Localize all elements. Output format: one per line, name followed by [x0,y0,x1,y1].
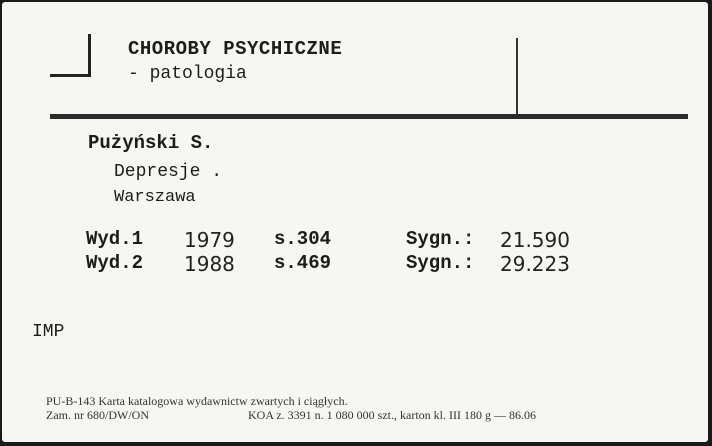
signature-label: Sygn.: [406,228,475,250]
print-info-line-2-right: KOA z. 3391 n. 1 080 000 szt., karton kl. III 180 g — 86.06 [248,408,536,422]
signature-number: 21.590 [500,228,570,252]
subject-subheading: - patologia [128,64,247,84]
signature-label: Sygn.: [406,252,475,274]
vertical-divider [516,38,518,114]
catalog-card [2,2,708,442]
print-info-line-2-left: Zam. nr 680/DW/ON [46,408,149,422]
subject-heading: CHOROBY PSYCHICZNE [128,38,343,60]
edition-label: Wyd.1 [86,228,144,250]
corner-mark-vertical [88,34,91,76]
imp-note: IMP [32,322,65,342]
book-title: Depresje . [114,162,223,182]
corner-mark-horizontal [50,74,91,77]
edition-year: 1988 [184,252,235,276]
author: Pużyński S. [88,132,214,154]
edition-year: 1979 [184,228,235,252]
edition-pages: s.304 [274,228,332,250]
horizontal-rule [50,114,688,119]
signature-number: 29.223 [500,252,570,276]
edition-pages: s.469 [274,252,332,274]
print-info-line-1: PU-B-143 Karta katalogowa wydawnictw zwartych i ciągłych. [46,394,348,408]
publication-place: Warszawa [114,188,196,207]
edition-label: Wyd.2 [86,252,144,274]
